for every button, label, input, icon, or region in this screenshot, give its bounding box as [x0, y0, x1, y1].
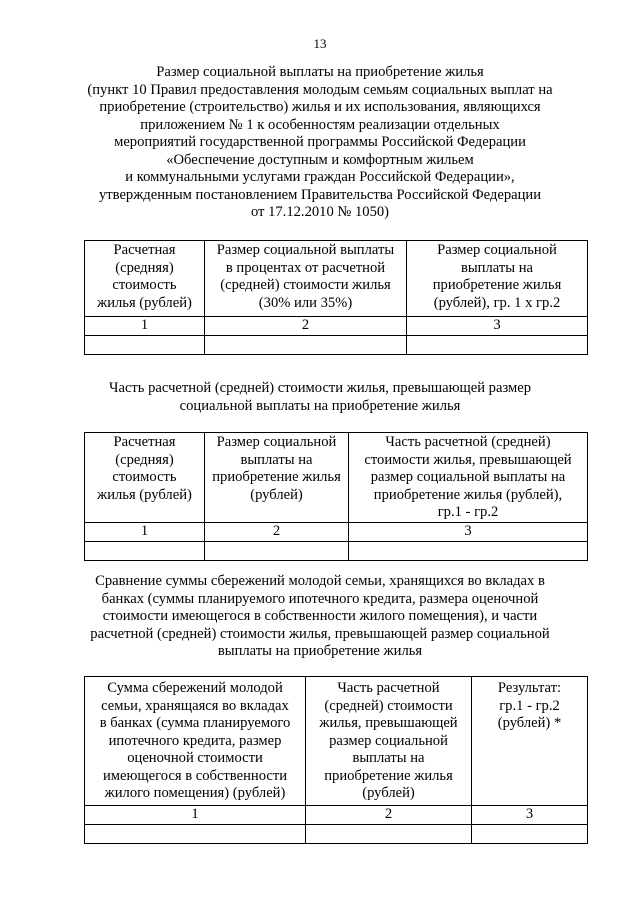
section1-title-line: от 17.12.2010 № 1050)	[250, 204, 390, 220]
header-line: жилья (рублей)	[97, 294, 192, 311]
empty-cell	[472, 825, 588, 844]
header-line: стоимость	[112, 469, 177, 485]
header-cell-estimated-cost	[85, 433, 205, 523]
header-line: имеющегося в собственности	[102, 767, 288, 784]
header-line: жилого помещения) (рублей)	[104, 785, 286, 801]
header-cell-savings-amount	[85, 677, 306, 806]
header-line: Расчетная	[113, 242, 176, 258]
column-number: 1	[85, 317, 205, 336]
section1-title	[60, 64, 580, 222]
header-line: (рублей)	[250, 486, 303, 503]
header-line: Сумма сбережений молодой	[107, 680, 283, 696]
empty-cell	[205, 336, 407, 355]
header-line: семьи, хранящаяся во вкладах	[101, 697, 289, 714]
header-cell-payment-amount	[407, 241, 588, 317]
header-line: Размер социальной	[437, 242, 557, 258]
header-cell-payment-percent	[205, 241, 407, 317]
section1-title-line: «Обеспечение доступным и комфортным жильем	[166, 151, 474, 168]
section2-title-line: социальной выплаты на приобретение жилья	[179, 397, 461, 414]
table-header-row	[85, 677, 588, 806]
column-number-row	[85, 317, 588, 336]
empty-cell	[85, 825, 306, 844]
section1-title-line: и коммунальными услугами граждан Российской Федерации»,	[125, 169, 515, 185]
column-number: 3	[472, 806, 588, 825]
empty-data-row	[85, 336, 588, 355]
cost-excess-table	[84, 432, 588, 561]
column-number: 3	[349, 523, 588, 542]
header-line: жилья (рублей)	[97, 486, 192, 503]
header-line: размер социальной выплаты на	[370, 469, 566, 485]
header-line: (средней) стоимости	[324, 697, 453, 714]
empty-data-row	[85, 542, 588, 561]
section3-title-line: Сравнение суммы сбережений молодой семьи, хранящихся во вкладах в	[95, 573, 545, 589]
header-line: (рублей)	[362, 785, 415, 801]
section2-title-line: Часть расчетной (средней) стоимости жилья, превышающей размер	[108, 380, 532, 396]
section1-title-line: мероприятий государственной программы Российской Федерации	[114, 134, 526, 150]
header-cell-cost-excess	[306, 677, 472, 806]
section3-title-line: расчетной (средней) стоимости жилья, превышающей размер социальной	[90, 625, 550, 642]
column-number-row	[85, 806, 588, 825]
header-line: стоимость	[112, 277, 177, 293]
section3-title	[60, 573, 580, 661]
header-cell-payment-amount	[205, 433, 349, 523]
header-line: гр.1 - гр.2	[437, 504, 499, 520]
header-line: размер социальной	[329, 732, 448, 749]
header-line: (рублей) *	[497, 715, 562, 731]
section1-title-line: утвержденным постановлением Правительства Российской Федерации	[98, 186, 542, 203]
header-line: выплаты на	[460, 259, 533, 276]
header-line: в процентах от расчетной	[225, 259, 386, 276]
header-line: в банках (сумма планируемого	[99, 715, 291, 731]
section1-title-line: приложением № 1 к особенностям реализации отдельных	[140, 116, 500, 133]
header-line: выплаты на	[352, 750, 425, 766]
header-cell-cost-excess	[349, 433, 588, 523]
column-number-row	[85, 523, 588, 542]
social-payment-table	[84, 240, 588, 355]
column-number: 2	[205, 523, 349, 542]
header-line: Результат:	[497, 680, 562, 696]
header-line: приобретение жилья	[432, 277, 562, 293]
empty-data-row	[85, 825, 588, 844]
section3-title-line: банках (суммы планируемого ипотечного кредита, размера оценочной	[101, 590, 539, 607]
header-line: ипотечного кредита, размер	[108, 732, 282, 749]
header-line: (средняя)	[115, 451, 174, 468]
header-line: жилья, превышающей	[319, 715, 458, 731]
header-line: (средняя)	[115, 259, 174, 276]
header-line: оценочной стоимости	[127, 750, 263, 766]
section1-title-line: (пункт 10 Правил предоставления молодым семьям социальных выплат на	[87, 81, 553, 98]
header-line: приобретение жилья	[212, 469, 341, 485]
column-number: 2	[306, 806, 472, 825]
section1-title-line: приобретение (строительство) жилья и их использования, являющихся	[99, 99, 541, 115]
header-line: Размер социальной	[216, 434, 337, 450]
table-header-row	[85, 433, 588, 523]
header-line: Часть расчетной	[337, 680, 440, 696]
column-number: 1	[85, 523, 205, 542]
header-line: стоимости жилья, превышающей	[364, 451, 572, 468]
header-line: (средней) стоимости жилья	[220, 277, 391, 293]
header-cell-result	[472, 677, 588, 806]
header-line: Часть расчетной (средней)	[385, 434, 551, 450]
section3-title-line: выплаты на приобретение жилья	[217, 643, 423, 659]
header-line: Размер социальной выплаты	[216, 242, 395, 258]
empty-cell	[407, 336, 588, 355]
header-line: гр.1 - гр.2	[499, 697, 560, 714]
empty-cell	[205, 542, 349, 561]
table-header-row	[85, 241, 588, 317]
section3-title-line: стоимости имеющегося в собственности жилого помещения), и части	[102, 608, 538, 624]
column-number: 1	[85, 806, 306, 825]
header-line: (рублей), гр. 1 х гр.2	[433, 294, 561, 311]
page-number: 13	[313, 36, 327, 51]
savings-comparison-table	[84, 676, 588, 844]
section2-title	[60, 380, 580, 415]
empty-cell	[349, 542, 588, 561]
column-number: 3	[407, 317, 588, 336]
empty-cell	[306, 825, 472, 844]
header-line: Расчетная	[113, 434, 176, 450]
header-line: приобретение жилья (рублей),	[373, 486, 563, 503]
header-line: приобретение жилья	[324, 767, 453, 784]
empty-cell	[85, 336, 205, 355]
header-line: выплаты на	[240, 451, 313, 468]
header-line: (30% или 35%)	[258, 294, 353, 311]
column-number: 2	[205, 317, 407, 336]
empty-cell	[85, 542, 205, 561]
header-cell-estimated-cost	[85, 241, 205, 317]
section1-title-line: Размер социальной выплаты на приобретение жилья	[156, 64, 484, 80]
